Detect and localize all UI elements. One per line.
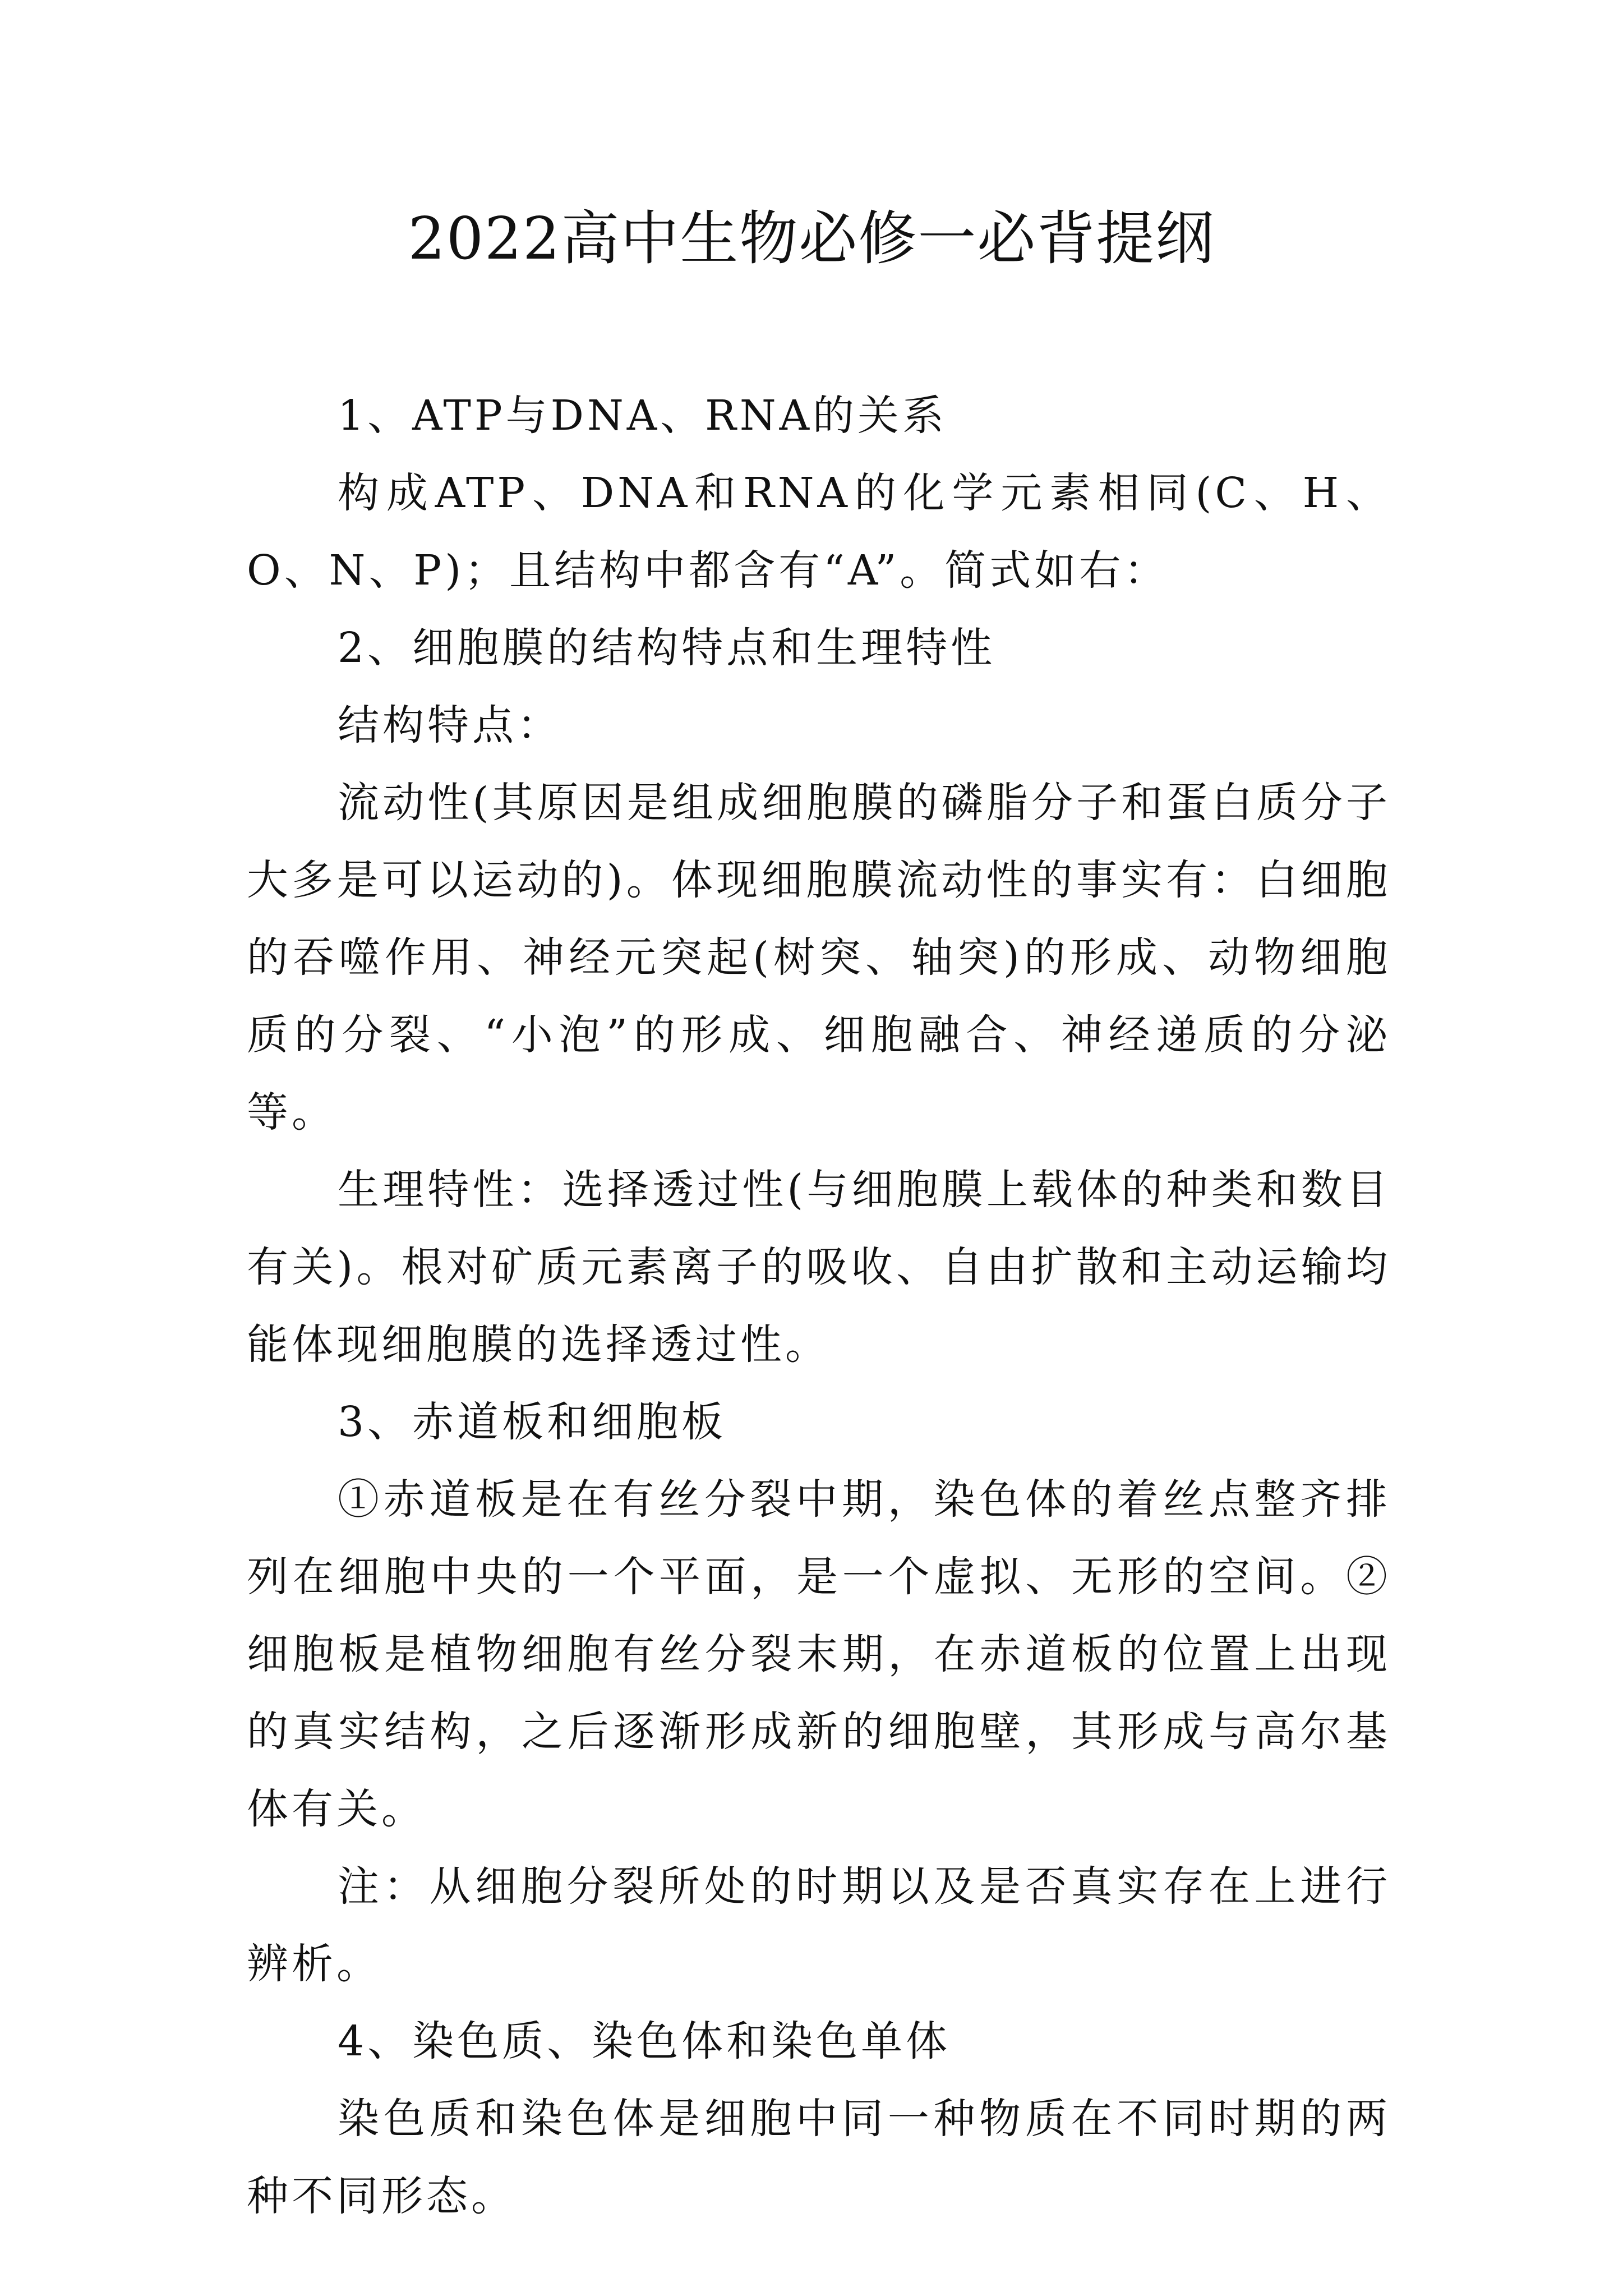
section-heading-equatorial-plate: 3、赤道板和细胞板	[338, 1398, 727, 1446]
paragraph-equatorial-cell-plate: ①赤道板是在有丝分裂中期，染色体的着丝点整齐排列在细胞中央的一个平面，是一个虚拟、无形的空间。②细胞板是植物细胞有丝分裂末期，在赤道板的位置上出现的真实结构，之后逐渐形成新的细胞壁，其形成与高尔基体有关。	[247, 1475, 1391, 1833]
document-title: 2022高中生物必修一必背提纲	[408, 204, 1215, 273]
paragraph-chromatin: 染色质和染色体是细胞中同一种物质在不同时期的两种不同形态。	[247, 2095, 1391, 2220]
document-body	[247, 377, 1391, 2235]
paragraph-fluidity: 流动性(其原因是组成细胞膜的磷脂分子和蛋白质分子大多是可以运动的)。体现细胞膜流动性的事实有：白细胞的吞噬作用、神经元突起(树突、轴突)的形成、动物细胞质的分裂、“小泡”的形成、细胞融合、神经递质的分泌等。	[247, 779, 1391, 1137]
section-heading-cell-membrane: 2、细胞膜的结构特点和生理特性	[338, 624, 996, 672]
section-heading-atp-dna-rna: 1、ATP与DNA、RNA的关系	[338, 392, 948, 440]
paragraph-note: 注：从细胞分裂所处的时期以及是否真实存在上进行辨析。	[247, 1862, 1391, 1988]
paragraph-atp-dna-rna: 构成ATP、DNA和RNA的化学元素相同(C、H、O、N、P)；且结构中都含有“A”。简式如右：	[247, 469, 1391, 595]
section-heading-chromatin: 4、染色质、染色体和染色单体	[338, 2017, 951, 2065]
paragraph-selective-permeability: 生理特性：选择透过性(与细胞膜上载体的种类和数目有关)。根对矿质元素离子的吸收、自由扩散和主动运输均能体现细胞膜的选择透过性。	[247, 1166, 1391, 1369]
subheading-structural-features: 结构特点：	[338, 701, 562, 749]
